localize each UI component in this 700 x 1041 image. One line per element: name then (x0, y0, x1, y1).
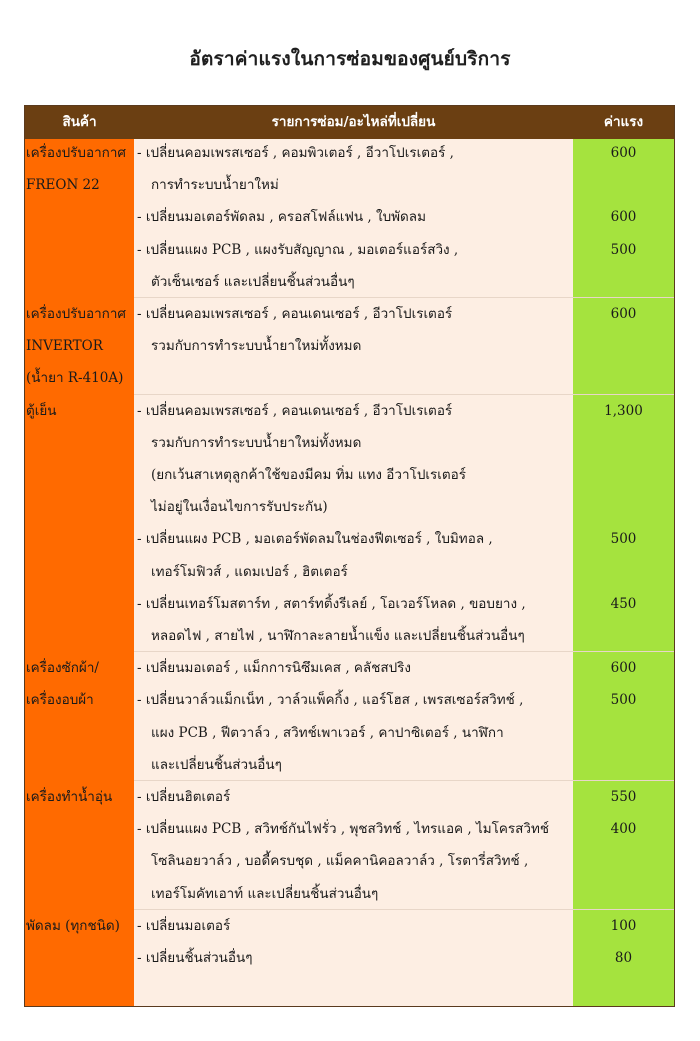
labor-price: 500 (610, 531, 637, 548)
labor-price: 600 (610, 145, 637, 161)
repair-item-text: - เปลี่ยนมอเตอร์ (137, 917, 231, 934)
labor-price: 500 (610, 241, 637, 258)
product-label: ตู้เย็น (26, 402, 57, 419)
repair-item-text: - เปลี่ยนมอเตอร์ , แม็กการนิซึมเคส , คลัชสปริง (137, 660, 412, 677)
product-label: เครื่องซักผ้า/ (26, 660, 99, 677)
labor-rate-table (24, 105, 675, 1007)
labor-price: 400 (610, 821, 637, 838)
repair-item-text: ไม่อยู่ในเงื่อนไขการรับประกัน) (151, 499, 328, 516)
price-column-bg (573, 139, 674, 1006)
labor-price: 550 (610, 789, 637, 805)
repair-item-text: - เปลี่ยนวาล์วแม็กเน็ท , วาล์วแพ็คกิ้ง , แอร์โฮส , เพรสเซอร์สวิทช์ , (137, 692, 524, 709)
repair-item-text: ตัวเซ็นเซอร์ และเปลี่ยนชิ้นส่วนอื่นๆ (151, 273, 355, 290)
section-separator (134, 780, 674, 781)
header-description: รายการซ่อม/อะไหล่ที่เปลี่ยน (271, 114, 436, 130)
product-label: FREON 22 (26, 177, 100, 194)
header-labor: ค่าแรง (603, 114, 644, 130)
section-separator (134, 651, 674, 652)
labor-price: 80 (614, 950, 633, 966)
repair-item-text: (ยกเว้นสาเหตุลูกค้าใช้ของมีคม ทิ่ม แทง อีวาโปเรเตอร์ (151, 467, 467, 483)
repair-item-text: - เปลี่ยนแผง PCB , มอเตอร์พัดลมในช่องฟีตเซอร์ , ใบมิทอล , (137, 531, 493, 548)
section-separator (134, 394, 674, 395)
product-label: เครื่องปรับอากาศ (26, 145, 126, 161)
repair-item-text: เทอร์โมคัทเอาท์ และเปลี่ยนชิ้นส่วนอื่นๆ (151, 885, 379, 902)
repair-item-text: - เปลี่ยนฮิตเตอร์ (137, 789, 231, 805)
labor-price: 600 (610, 209, 637, 226)
page-title: อัตราค่าแรงในการซ่อมของศูนย์บริการ (189, 48, 511, 70)
header-product: สินค้า (62, 114, 97, 130)
product-label: เครื่องทำน้ำอุ่น (26, 789, 113, 805)
repair-item-text: รวมกับการทำระบบน้ำยาใหม่ทั้งหมด (151, 434, 362, 451)
product-label: เครื่องอบผ้า (26, 692, 94, 709)
repair-item-text: - เปลี่ยนคอมเพรสเซอร์ , คอมพิวเตอร์ , อีวาโปเรเตอร์ , (137, 145, 454, 161)
repair-item-text: - เปลี่ยนชิ้นส่วนอื่นๆ (137, 950, 253, 966)
repair-item-text: แผง PCB , ฟีตวาล์ว , สวิทช์เพาเวอร์ , คาปาซิเตอร์ , นาฬิกา (151, 724, 504, 741)
product-label: INVERTOR (26, 338, 103, 355)
repair-item-text: - เปลี่ยนคอมเพรสเซอร์ , คอนเดนเซอร์ , อีวาโปเรเตอร์ (137, 402, 453, 419)
table-header (25, 106, 674, 139)
labor-price: 600 (610, 660, 637, 677)
repair-item-text: โซลินอยวาล์ว , บอดี้ครบชุด , แม็คคานิคอลวาล์ว , โรตารี่สวิทช์ , (151, 853, 529, 870)
labor-price: 500 (610, 692, 637, 709)
repair-item-text: เทอร์โมฟิวส์ , แดมเปอร์ , ฮิตเตอร์ (151, 563, 348, 580)
labor-price: 600 (610, 306, 637, 322)
labor-price: 1,300 (604, 402, 643, 419)
repair-item-text: และเปลี่ยนชิ้นส่วนอื่นๆ (151, 756, 282, 773)
product-label: (น้ำยา R-410A) (26, 370, 124, 387)
repair-item-text: หลอดไฟ , สายไฟ , นาฬิกาละลายน้ำแข็ง และเปลี่ยนชิ้นส่วนอื่นๆ (151, 628, 525, 644)
repair-item-text: - เปลี่ยนเทอร์โมสตาร์ท , สตาร์ทติ้งรีเลย์ , โอเวอร์โหลด , ขอบยาง , (137, 595, 526, 612)
repair-item-text: - เปลี่ยนมอเตอร์พัดลม , ครอสโฟล์แฟน , ใบพัดลม (137, 209, 426, 226)
repair-item-text: - เปลี่ยนคอมเพรสเซอร์ , คอนเดนเซอร์ , อีวาโปเรเตอร์ (137, 306, 453, 322)
product-label: พัดลม (ทุกชนิด) (26, 917, 120, 934)
repair-item-text: การทำระบบน้ำยาใหม่ (151, 177, 279, 194)
section-separator (134, 909, 674, 910)
product-column-bg (25, 139, 134, 1006)
repair-item-text: - เปลี่ยนแผง PCB , แผงรับสัญญาณ , มอเตอร์แอร์สวิง , (137, 241, 459, 258)
section-separator (134, 297, 674, 298)
repair-item-text: - เปลี่ยนแผง PCB , สวิทช์กันไฟรั่ว , พุชสวิทช์ , ไทรแอค , ไมโครสวิทช์ (137, 821, 550, 838)
product-label: เครื่องปรับอากาศ (26, 306, 126, 322)
labor-price: 450 (610, 595, 637, 612)
repair-item-text: รวมกับการทำระบบน้ำยาใหม่ทั้งหมด (151, 338, 362, 355)
labor-price: 100 (610, 917, 637, 934)
